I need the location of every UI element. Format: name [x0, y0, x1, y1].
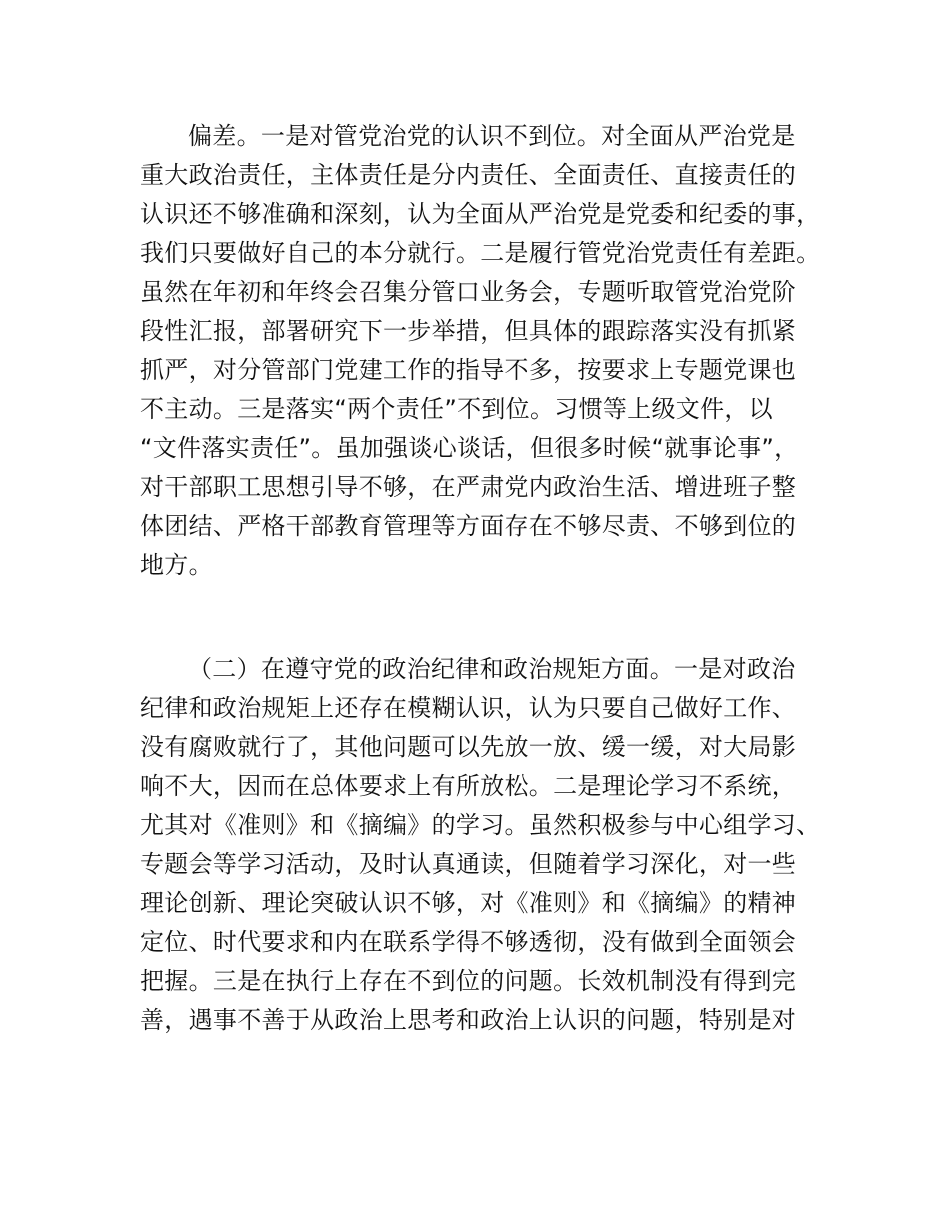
- paragraph-line: 偏差。一是对管党治党的认识不到位。对全面从严治党是: [188, 122, 796, 150]
- paragraph-line: 纪律和政治规矩上还存在模糊认识，认为只要自己做好工作、: [140, 694, 797, 722]
- paragraph-line: （二）在遵守党的政治纪律和政治规矩方面。一是对政治: [188, 655, 796, 683]
- paragraph-line: 重大政治责任，主体责任是分内责任、全面责任、直接责任的: [140, 161, 797, 189]
- paragraph-line: 我们只要做好自己的本分就行。二是履行管党治党责任有差距。: [140, 239, 821, 267]
- paragraph-line: 认识还不够准确和深刻，认为全面从严治党是党委和纪委的事，: [140, 200, 821, 228]
- paragraph-line: 段性汇报，部署研究下一步举措，但具体的跟踪落实没有抓紧: [140, 317, 797, 345]
- paragraph-line: 善，遇事不善于从政治上思考和政治上认识的问题，特别是对: [140, 1006, 797, 1034]
- paragraph-line: 把握。三是在执行上存在不到位的问题。长效机制没有得到完: [140, 967, 797, 995]
- paragraph-line: 对干部职工思想引导不够，在严肃党内政治生活、增进班子整: [140, 473, 797, 501]
- paragraph-line: 专题会等学习活动，及时认真通读，但随着学习深化，对一些: [140, 850, 797, 878]
- paragraph-1: [140, 117, 840, 585]
- paragraph-line: 虽然在年初和年终会召集分管口业务会，专题听取管党治党阶: [140, 278, 797, 306]
- paragraph-line: 理论创新、理论突破认识不够，对《准则》和《摘编》的精神: [140, 889, 797, 917]
- paragraph-line: 定位、时代要求和内在联系学得不够透彻，没有做到全面领会: [140, 928, 797, 956]
- paragraph-line: 体团结、严格干部教育管理等方面存在不够尽责、不够到位的: [140, 512, 797, 540]
- paragraph-line: 不主动。三是落实“两个责任”不到位。习惯等上级文件，以: [140, 395, 773, 423]
- paragraph-line: 抓严，对分管部门党建工作的指导不多，按要求上专题党课也: [140, 356, 797, 384]
- paragraph-line: 尤其对《准则》和《摘编》的学习。虽然积极参与中心组学习、: [140, 811, 821, 839]
- paragraph-line: 没有腐败就行了，其他问题可以先放一放、缓一缓，对大局影: [140, 733, 797, 761]
- paragraph-line: 响不大，因而在总体要求上有所放松。二是理论学习不系统，: [140, 772, 797, 800]
- paragraph-2: [140, 650, 840, 1040]
- paragraph-line: “文件落实责任”。虽加强谈心谈话，但很多时候“就事论事”，: [140, 434, 799, 462]
- paragraph-line: 地方。: [140, 551, 213, 579]
